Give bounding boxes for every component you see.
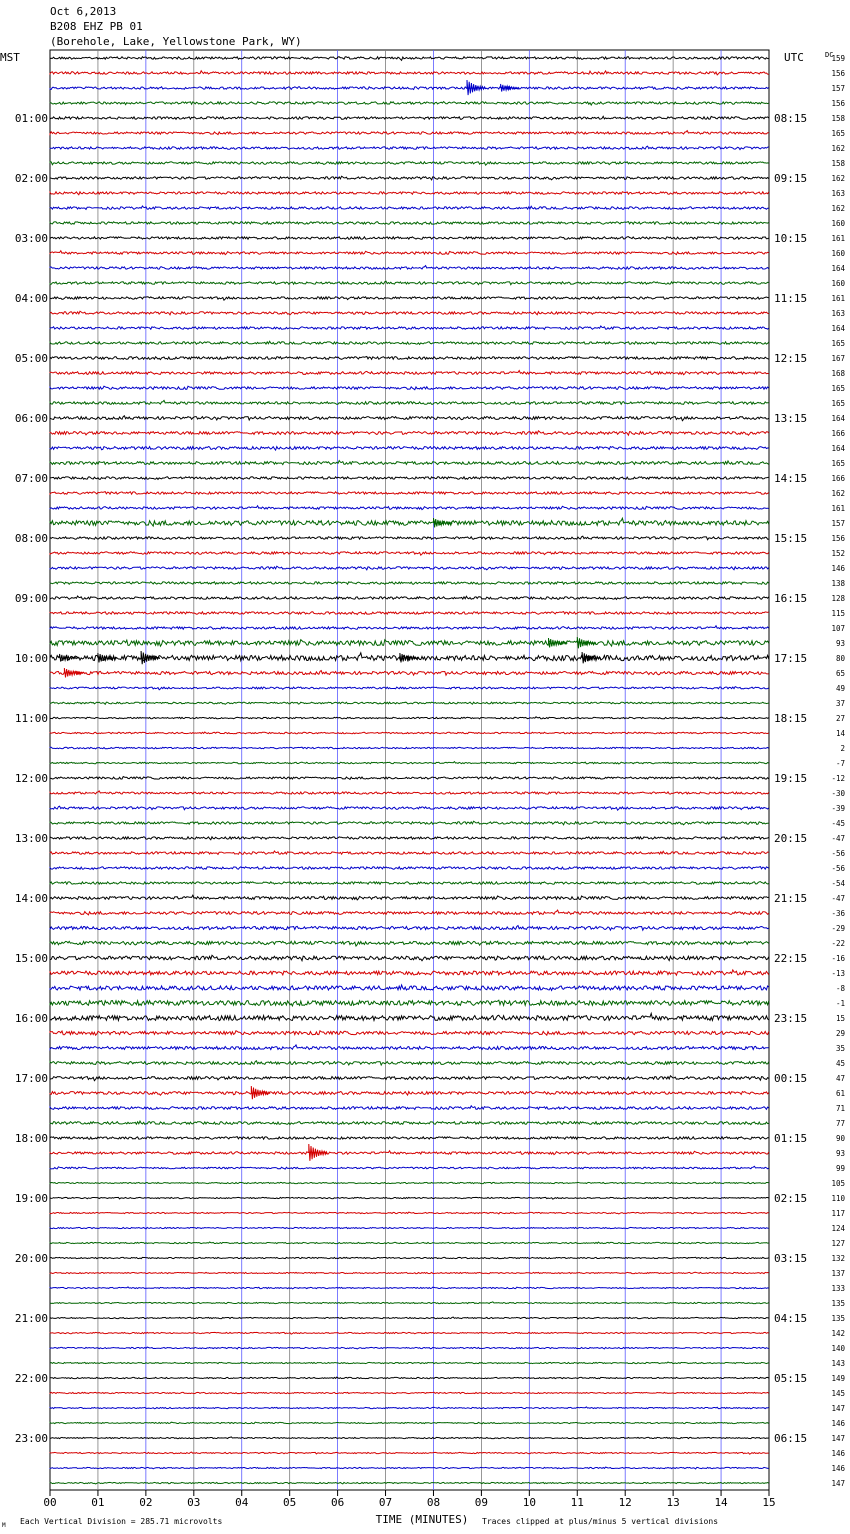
- dc-offset-label: -7: [835, 759, 845, 768]
- trace-73: [50, 1151, 769, 1155]
- right-hour-label: 18:15: [774, 712, 808, 725]
- dc-offset-label: 157: [831, 519, 845, 528]
- trace-26: [50, 447, 769, 451]
- trace-89: [50, 1392, 769, 1393]
- utc-label: UTC: [784, 51, 804, 64]
- trace-24: [50, 416, 769, 421]
- dc-offset-label: 146: [831, 1419, 845, 1428]
- event-6: [98, 653, 117, 662]
- x-tick-label: 10: [522, 1496, 536, 1509]
- left-hour-label: 14:00: [14, 892, 48, 905]
- dc-offset-label: -22: [831, 939, 845, 948]
- trace-56: [50, 895, 769, 900]
- trace-57: [50, 910, 769, 915]
- dc-offset-label: 162: [831, 204, 845, 213]
- dc-offset-label: 93: [835, 1149, 845, 1158]
- right-hour-label: 11:15: [774, 292, 808, 305]
- dc-offset-label: 165: [831, 384, 845, 393]
- trace-37: [50, 612, 769, 615]
- left-hour-label: 06:00: [14, 412, 48, 425]
- right-hour-label: 16:15: [774, 592, 808, 605]
- dc-offset-label: 162: [831, 489, 845, 498]
- trace-16: [50, 297, 769, 300]
- dc-offset-label: 160: [831, 249, 845, 258]
- dc-offset-label: 157: [831, 84, 845, 93]
- trace-71: [50, 1121, 769, 1125]
- left-hour-label: 18:00: [14, 1132, 48, 1145]
- dc-offset-label: 27: [835, 714, 845, 723]
- right-hour-label: 14:15: [774, 472, 808, 485]
- dc-offset-label: 168: [831, 369, 845, 378]
- mst-label: MST: [0, 51, 20, 64]
- trace-14: [50, 266, 769, 270]
- dc-offset-label: 145: [831, 1389, 845, 1398]
- trace-0: [50, 57, 769, 61]
- event-0: [467, 80, 486, 95]
- left-hour-label: 16:00: [14, 1012, 48, 1025]
- x-tick-label: 07: [378, 1496, 393, 1509]
- trace-88: [50, 1377, 769, 1379]
- trace-48: [50, 777, 769, 780]
- grid-lines: [50, 50, 769, 1490]
- dc-offset-label: -13: [831, 969, 845, 978]
- left-hour-label: 17:00: [14, 1072, 48, 1085]
- trace-60: [50, 955, 769, 960]
- trace-7: [50, 162, 769, 165]
- event-1: [501, 84, 520, 92]
- trace-78: [50, 1227, 769, 1229]
- dc-offset-label: 137: [831, 1269, 845, 1278]
- x-tick-label: 08: [426, 1496, 441, 1509]
- trace-51: [50, 821, 769, 825]
- dc-offset-label: 165: [831, 459, 845, 468]
- clip-note: Traces clipped at plus/minus 5 vertical divisions: [482, 1517, 719, 1526]
- trace-39: [50, 640, 769, 647]
- left-hour-label: 13:00: [14, 832, 48, 845]
- right-hour-label: 13:15: [774, 412, 808, 425]
- trace-46: [50, 747, 769, 749]
- left-hour-label: 05:00: [14, 352, 48, 365]
- left-hour-label: 01:00: [14, 112, 48, 125]
- left-hour-label: 12:00: [14, 772, 48, 785]
- left-hour-label: 21:00: [14, 1312, 48, 1325]
- dc-offset-label: 163: [831, 309, 845, 318]
- trace-55: [50, 882, 769, 885]
- trace-47: [50, 762, 769, 764]
- trace-38: [50, 626, 769, 630]
- right-hour-label: 01:15: [774, 1132, 808, 1145]
- trace-74: [50, 1166, 769, 1169]
- x-tick-label: 13: [666, 1496, 680, 1509]
- dc-offset-label: 143: [831, 1359, 845, 1368]
- x-tick-label: 02: [139, 1496, 153, 1509]
- x-tick-label: 15: [762, 1496, 776, 1509]
- left-hour-label: 09:00: [14, 592, 48, 605]
- trace-21: [50, 371, 769, 375]
- dc-offset-label: 152: [831, 549, 845, 558]
- trace-69: [50, 1092, 769, 1096]
- seismic-traces: [50, 57, 769, 1484]
- trace-59: [50, 941, 769, 946]
- dc-offset-label: -8: [835, 984, 845, 993]
- station-location: (Borehole, Lake, Yellowstone Park, WY): [50, 35, 302, 48]
- dc-offset-label: 165: [831, 129, 845, 138]
- trace-52: [50, 837, 769, 840]
- event-7: [141, 651, 160, 664]
- dc-offset-label: -16: [831, 954, 845, 963]
- dc-offset-label: 142: [831, 1329, 845, 1338]
- dc-offset-label: 132: [831, 1254, 845, 1263]
- right-hour-label: 12:15: [774, 352, 808, 365]
- dc-offset-label: 138: [831, 579, 845, 588]
- left-hour-label: 02:00: [14, 172, 48, 185]
- left-hour-label: 22:00: [14, 1372, 48, 1385]
- event-5: [60, 654, 79, 662]
- right-hour-label: 19:15: [774, 772, 808, 785]
- trace-83: [50, 1302, 769, 1304]
- dc-offset-label: 77: [835, 1119, 845, 1128]
- event-9: [582, 652, 601, 663]
- dc-offset-label: -30: [831, 789, 845, 798]
- dc-offset-label: -54: [831, 879, 845, 888]
- dc-offset-label: -45: [831, 819, 845, 828]
- trace-90: [50, 1407, 769, 1409]
- trace-80: [50, 1257, 769, 1258]
- trace-45: [50, 732, 769, 734]
- trace-65: [50, 1031, 769, 1036]
- event-bursts: [60, 80, 601, 1161]
- trace-42: [50, 687, 769, 690]
- trace-75: [50, 1182, 769, 1184]
- dc-offset-label: 162: [831, 144, 845, 153]
- dc-offset-label: -36: [831, 909, 845, 918]
- dc-offset-label: 49: [835, 684, 845, 693]
- plot-frame: [50, 50, 769, 1490]
- dc-offset-label: 149: [831, 1374, 845, 1383]
- dc-offset-label: 128: [831, 594, 845, 603]
- dc-offset-label: 162: [831, 174, 845, 183]
- axis-labels: [0, 51, 845, 1529]
- dc-offset-label: 165: [831, 339, 845, 348]
- dc-offset-label: 164: [831, 324, 845, 333]
- dc-offset-label: 140: [831, 1344, 845, 1353]
- corner-mark: M: [2, 1522, 6, 1529]
- trace-17: [50, 311, 769, 315]
- dc-offset-label: 147: [831, 1479, 845, 1488]
- trace-49: [50, 791, 769, 794]
- trace-31: [50, 518, 769, 526]
- left-hour-label: 03:00: [14, 232, 48, 245]
- trace-23: [50, 400, 769, 404]
- dc-offset-label: 165: [831, 399, 845, 408]
- dc-label: DC: [825, 51, 834, 59]
- trace-79: [50, 1242, 769, 1244]
- trace-82: [50, 1287, 769, 1289]
- right-hour-label: 06:15: [774, 1432, 808, 1445]
- dc-offset-label: -47: [831, 894, 845, 903]
- trace-15: [50, 281, 769, 285]
- dc-offset-label: 99: [835, 1164, 845, 1173]
- trace-63: [50, 1000, 769, 1006]
- event-12: [309, 1144, 328, 1161]
- x-tick-label: 14: [714, 1496, 728, 1509]
- left-hour-label: 11:00: [14, 712, 48, 725]
- trace-70: [50, 1106, 769, 1110]
- trace-50: [50, 806, 769, 810]
- trace-19: [50, 341, 769, 344]
- trace-86: [50, 1347, 769, 1349]
- dc-offset-label: -56: [831, 864, 845, 873]
- trace-58: [50, 926, 769, 931]
- dc-offset-label: 105: [831, 1179, 845, 1188]
- x-tick-label: 03: [187, 1496, 201, 1509]
- dc-offset-label: 110: [831, 1194, 845, 1203]
- left-hour-label: 15:00: [14, 952, 48, 965]
- dc-offset-label: 135: [831, 1314, 845, 1323]
- right-hour-label: 22:15: [774, 952, 808, 965]
- trace-6: [50, 146, 769, 149]
- right-hour-label: 23:15: [774, 1012, 808, 1025]
- dc-offset-label: 37: [835, 699, 845, 708]
- event-8: [400, 653, 419, 662]
- left-hour-label: 04:00: [14, 292, 48, 305]
- x-tick-label: 11: [570, 1496, 584, 1509]
- trace-22: [50, 386, 769, 390]
- dc-offset-label: -56: [831, 849, 845, 858]
- dc-offset-label: 147: [831, 1434, 845, 1443]
- trace-10: [50, 206, 769, 209]
- trace-3: [50, 102, 769, 106]
- right-hour-label: 04:15: [774, 1312, 808, 1325]
- trace-32: [50, 536, 769, 540]
- x-tick-label: 00: [43, 1496, 57, 1509]
- dc-offset-label: 61: [835, 1089, 845, 1098]
- dc-offset-label: 127: [831, 1239, 845, 1248]
- x-tick-label: 01: [91, 1496, 105, 1509]
- dc-offset-label: 2: [840, 744, 845, 753]
- dc-offset-label: 166: [831, 429, 845, 438]
- x-tick-label: 05: [283, 1496, 297, 1509]
- left-hour-label: 20:00: [14, 1252, 48, 1265]
- dc-offset-label: 146: [831, 1464, 845, 1473]
- trace-68: [50, 1076, 769, 1081]
- x-tick-label: 09: [474, 1496, 489, 1509]
- left-hour-label: 19:00: [14, 1192, 48, 1205]
- dc-offset-label: 133: [831, 1284, 845, 1293]
- right-hour-label: 21:15: [774, 892, 808, 905]
- dc-offset-label: 167: [831, 354, 845, 363]
- trace-62: [50, 985, 769, 990]
- dc-offset-label: 147: [831, 1404, 845, 1413]
- dc-offset-label: 29: [835, 1029, 845, 1038]
- dc-offset-label: 15: [835, 1014, 845, 1023]
- trace-20: [50, 357, 769, 360]
- trace-41: [50, 671, 769, 676]
- right-hour-label: 09:15: [774, 172, 808, 185]
- trace-4: [50, 116, 769, 119]
- dc-offset-label: 156: [831, 534, 845, 543]
- trace-25: [50, 431, 769, 435]
- right-hour-label: 05:15: [774, 1372, 808, 1385]
- event-2: [434, 518, 453, 527]
- dc-offset-label: 65: [835, 669, 845, 678]
- trace-36: [50, 596, 769, 599]
- dc-offset-label: 158: [831, 114, 845, 123]
- trace-77: [50, 1212, 769, 1214]
- left-hour-label: 08:00: [14, 532, 48, 545]
- trace-76: [50, 1197, 769, 1199]
- trace-44: [50, 717, 769, 719]
- trace-87: [50, 1362, 769, 1364]
- trace-85: [50, 1332, 769, 1334]
- dc-offset-label: 160: [831, 219, 845, 228]
- dc-offset-label: 161: [831, 234, 845, 243]
- trace-92: [50, 1437, 769, 1439]
- dc-offset-label: 158: [831, 159, 845, 168]
- right-hour-label: 02:15: [774, 1192, 808, 1205]
- dc-offset-label: 45: [835, 1059, 845, 1068]
- dc-offset-label: -1: [835, 999, 845, 1008]
- trace-53: [50, 851, 769, 854]
- trace-2: [50, 87, 769, 90]
- dc-offset-label: 146: [831, 564, 845, 573]
- trace-12: [50, 237, 769, 240]
- dc-offset-label: 107: [831, 624, 845, 633]
- dc-offset-label: 156: [831, 99, 845, 108]
- trace-61: [50, 970, 769, 975]
- dc-offset-label: 159: [831, 54, 845, 63]
- trace-91: [50, 1422, 769, 1424]
- trace-30: [50, 506, 769, 510]
- trace-28: [50, 477, 769, 480]
- plot-date: Oct 6,2013: [50, 5, 117, 18]
- trace-72: [50, 1137, 769, 1140]
- left-hour-label: 10:00: [14, 652, 48, 665]
- scale-note: Each Vertical Division = 285.71 microvolts: [20, 1517, 223, 1526]
- trace-43: [50, 702, 769, 704]
- dc-offset-label: -47: [831, 834, 845, 843]
- trace-11: [50, 222, 769, 225]
- trace-84: [50, 1317, 769, 1319]
- dc-offset-label: 163: [831, 189, 845, 198]
- dc-offset-label: 93: [835, 639, 845, 648]
- left-hour-label: 23:00: [14, 1432, 48, 1445]
- x-tick-label: 04: [235, 1496, 249, 1509]
- right-hour-label: 10:15: [774, 232, 808, 245]
- right-hour-label: 17:15: [774, 652, 808, 665]
- dc-offset-label: 161: [831, 504, 845, 513]
- dc-offset-label: 124: [831, 1224, 845, 1233]
- dc-offset-label: -12: [831, 774, 845, 783]
- dc-offset-label: 115: [831, 609, 845, 618]
- right-hour-label: 03:15: [774, 1252, 808, 1265]
- trace-93: [50, 1452, 769, 1454]
- left-hour-label: 07:00: [14, 472, 48, 485]
- trace-67: [50, 1061, 769, 1065]
- right-hour-label: 00:15: [774, 1072, 808, 1085]
- trace-5: [50, 131, 769, 135]
- dc-offset-label: 160: [831, 279, 845, 288]
- trace-1: [50, 71, 769, 75]
- trace-34: [50, 566, 769, 570]
- dc-offset-label: 164: [831, 444, 845, 453]
- dc-offset-label: 71: [835, 1104, 845, 1113]
- dc-offset-label: 164: [831, 264, 845, 273]
- dc-offset-label: -29: [831, 924, 845, 933]
- dc-offset-label: 90: [835, 1134, 845, 1143]
- x-axis-title: TIME (MINUTES): [375, 1513, 469, 1526]
- right-hour-label: 20:15: [774, 832, 808, 845]
- dc-offset-label: 156: [831, 69, 845, 78]
- event-10: [64, 668, 83, 677]
- dc-offset-label: 14: [835, 729, 845, 738]
- trace-54: [50, 867, 769, 870]
- trace-35: [50, 582, 769, 585]
- trace-9: [50, 192, 769, 195]
- dc-offset-label: 135: [831, 1299, 845, 1308]
- trace-8: [50, 176, 769, 180]
- trace-18: [50, 326, 769, 329]
- trace-33: [50, 552, 769, 555]
- trace-66: [50, 1045, 769, 1050]
- trace-29: [50, 492, 769, 495]
- dc-offset-label: 47: [835, 1074, 845, 1083]
- trace-64: [50, 1013, 769, 1020]
- dc-offset-label: -39: [831, 804, 845, 813]
- trace-81: [50, 1272, 769, 1273]
- event-11: [251, 1086, 270, 1099]
- dc-offset-label: 166: [831, 474, 845, 483]
- trace-27: [50, 461, 769, 465]
- dc-offset-label: 117: [831, 1209, 845, 1218]
- station-code: B208 EHZ PB 01: [50, 20, 143, 33]
- trace-13: [50, 251, 769, 255]
- dc-offset-label: 146: [831, 1449, 845, 1458]
- x-tick-label: 06: [330, 1496, 345, 1509]
- event-4: [577, 637, 596, 648]
- right-hour-label: 15:15: [774, 532, 808, 545]
- trace-95: [50, 1482, 769, 1484]
- dc-offset-label: 35: [835, 1044, 845, 1053]
- trace-94: [50, 1467, 769, 1469]
- dc-offset-label: 164: [831, 414, 845, 423]
- x-tick-label: 12: [618, 1496, 632, 1509]
- event-3: [549, 638, 568, 647]
- dc-offset-label: 161: [831, 294, 845, 303]
- dc-offset-label: 80: [835, 654, 845, 663]
- right-hour-label: 08:15: [774, 112, 808, 125]
